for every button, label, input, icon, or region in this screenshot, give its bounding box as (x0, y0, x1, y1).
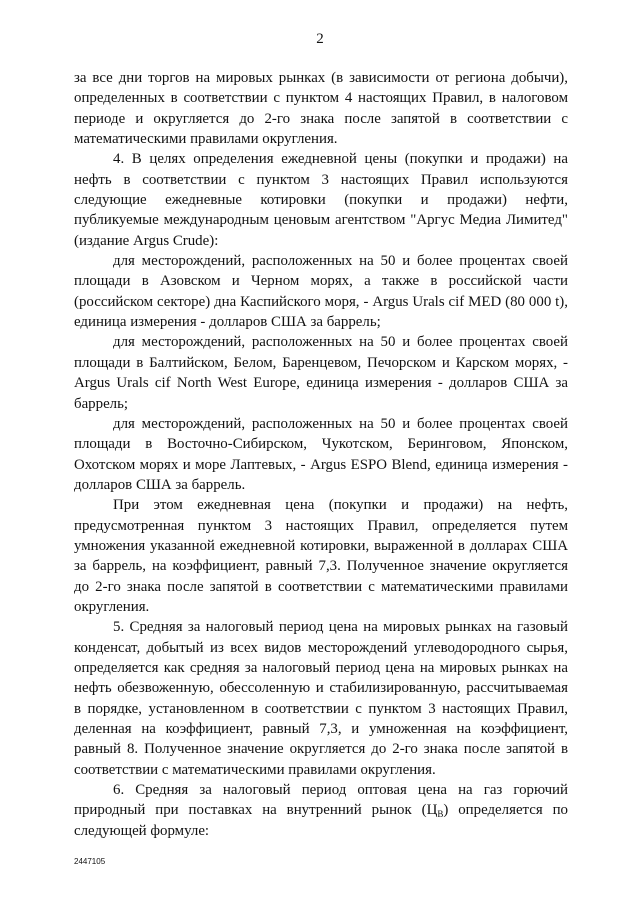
paragraph-continuation: за все дни торгов на мировых рынках (в зависимости от региона добычи), определенных в соответствии с пунктом 4 настоящих Правил, в налоговом периоде и округляется до 2-го знака после запятой в соответствии с математическими правилами округления. (74, 70, 568, 148)
paragraph-4: 4. В целях определения ежедневной цены (покупки и продажи) на нефть в соответствии с пунктом 3 настоящих Правил используются следующие ежедневные котировки (покупки и продажи) нефти, публикуемые международным ценовым агентством "Аргус Медиа Лимитед" (издание Argus Crude): (74, 151, 568, 249)
paragraph-5: 5. Средняя за налоговый период цена на мировых рынках на газовый конденсат, добытый из всех видов месторождений углеводородного сырья, определяется как средняя за налоговый период цена на мировых рынках на нефть обезвоженную, обессоленную и стабилизированную, рассчитываемая в порядке, установленном в соответствии с пунктом 3 настоящих Правил, деленная на коэффициент, равный 7,3, и умноженная на коэффициент, равный 8. Полученное значение округляется до 2-го знака после запятой в соответствии с математическими правилами округления. (74, 619, 568, 778)
page-number: 2 (316, 31, 324, 47)
document-code: 2447105 (74, 857, 106, 866)
paragraph-6-text-end: ) определяется по следующей формуле: (74, 802, 569, 839)
paragraph-6 (74, 780, 568, 841)
paragraph-daily-price-note: При этом ежедневная цена (покупки и продажи) на нефть, предусмотренная пунктом 3 настоящих Правил, определяется путем умножения указанной ежедневной котировки, выраженной в долларах США за баррель, на коэффициент, равный 7,3. Полученное значение округляется до 2-го знака после запятой в соответствии с математическими правилами округления. (74, 497, 568, 615)
paragraph-6-text-start: 6. Средняя за налоговый период оптовая цена на газ горючий природный при поставках на внутренний рынок (Ц (74, 782, 568, 819)
paragraph-azov-black-sea: для месторождений, расположенных на 50 и более процентах своей площади в Азовском и Черном морях, а также в российской части (российском секторе) дна Каспийского моря, - Argus Urals cif MED (80 000 t), единица измерения - долларов США за баррель; (74, 253, 568, 331)
document-body (74, 68, 568, 841)
paragraph-east-siberian-seas: для месторождений, расположенных на 50 и более процентах своей площади в Восточно-Сибирском, Чукотском, Беринговом, Японском, Охотском морях и море Лаптевых, - Argus ESPO Blend, единица измерения - долларов США за баррель. (74, 415, 568, 493)
paragraph-baltic-seas: для месторождений, расположенных на 50 и более процентах своей площади в Балтийском, Белом, Баренцевом, Печорском и Карском морях, - Argus Urals cif North West Europe, единица измерения - долларов США за баррель; (74, 334, 568, 412)
price-subscript: В (437, 809, 444, 820)
